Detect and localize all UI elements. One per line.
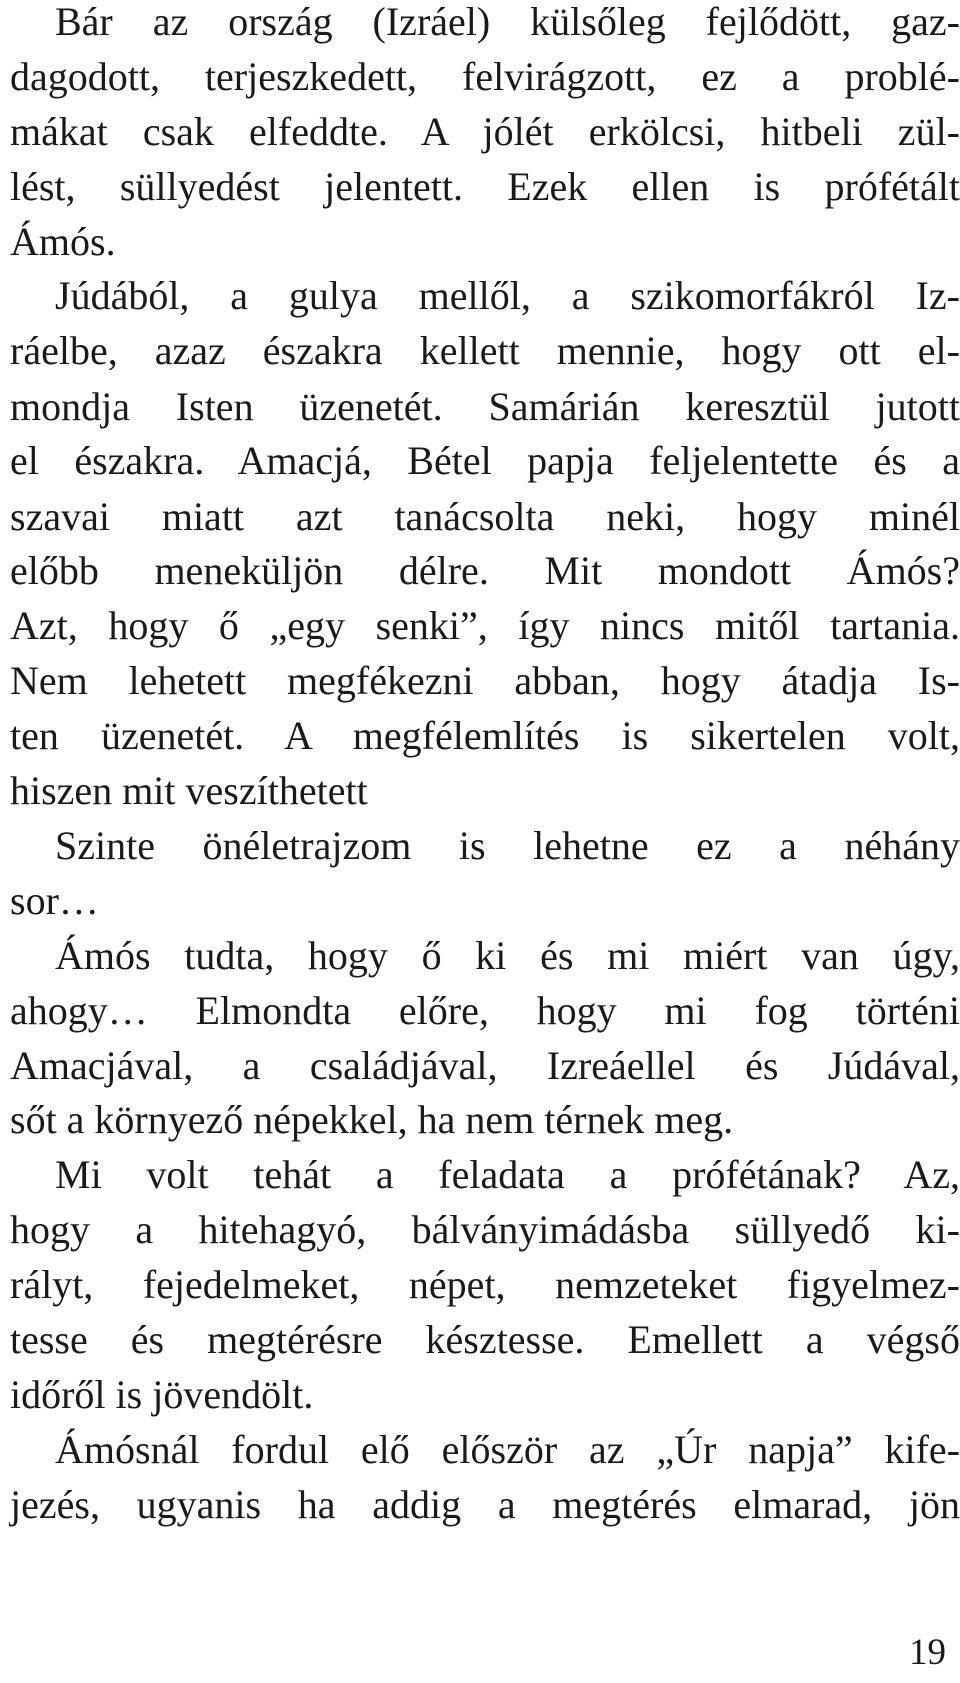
page-number: 19: [909, 1632, 946, 1673]
text-line: Júdából, a gulya mellől, a szikomorfákról Iz-: [55, 273, 960, 318]
text-line: mondja Isten üzenetét. Samárián keresztül jutott: [10, 384, 960, 429]
text-line: hiszen mit veszíthetett: [10, 768, 368, 813]
text-line: Szinte önéletrajzom is lehetne ez a néhány: [55, 823, 960, 868]
text-line: Ámósnál fordul elő először az „Úr napja” kife-: [55, 1427, 960, 1472]
text-line: jezés, ugyanis ha addig a megtérés elmarad, jön: [10, 1482, 960, 1527]
text-line: ahogy… Elmondta előre, hogy mi fog történi: [10, 988, 960, 1033]
text-line: rályt, fejedelmeket, népet, nemzeteket figyelmez-: [10, 1262, 960, 1307]
text-line: szavai miatt azt tanácsolta neki, hogy minél: [10, 494, 960, 539]
text-line: tesse és megtérésre késztesse. Emellett a végső: [10, 1317, 960, 1362]
text-line: Azt, hogy ő „egy senki”, így nincs mitől tartania.: [10, 603, 960, 648]
text-line: Ámós tudta, hogy ő ki és mi miért van úgy,: [55, 933, 960, 978]
text-line: Bár az ország (Izráel) külsőleg fejlődött, gaz-: [55, 0, 960, 44]
text-line: dagodott, terjeszkedett, felvirágzott, ez a problé-: [10, 54, 960, 99]
text-line: Mi volt tehát a feladata a prófétának? Az,: [55, 1152, 960, 1197]
text-line: időről is jövendölt.: [10, 1372, 314, 1417]
text-line: el északra. Amacjá, Bétel papja feljelentette és a: [10, 438, 960, 483]
text-line: lést, süllyedést jelentett. Ezek ellen is prófétált: [10, 164, 960, 209]
text-line: ten üzenetét. A megfélemlítés is sikertelen volt,: [10, 713, 960, 758]
text-line: ráelbe, azaz északra kellett mennie, hogy ott el-: [10, 328, 960, 373]
text-line: Nem lehetett megfékezni abban, hogy átadja Is-: [10, 658, 960, 703]
text-line: sor…: [10, 878, 99, 923]
text-line: mákat csak elfeddte. A jólét erkölcsi, hitbeli zül-: [10, 109, 960, 154]
text-line: Ámós.: [10, 219, 116, 264]
text-line: sőt a környező népekkel, ha nem térnek meg.: [10, 1097, 734, 1142]
text-line: Amacjával, a családjával, Izreáellel és Júdával,: [10, 1043, 960, 1088]
text-line: előbb meneküljön délre. Mit mondott Ámós?: [10, 548, 960, 593]
text-line: hogy a hitehagyó, bálványimádásba süllyedő ki-: [10, 1207, 960, 1252]
